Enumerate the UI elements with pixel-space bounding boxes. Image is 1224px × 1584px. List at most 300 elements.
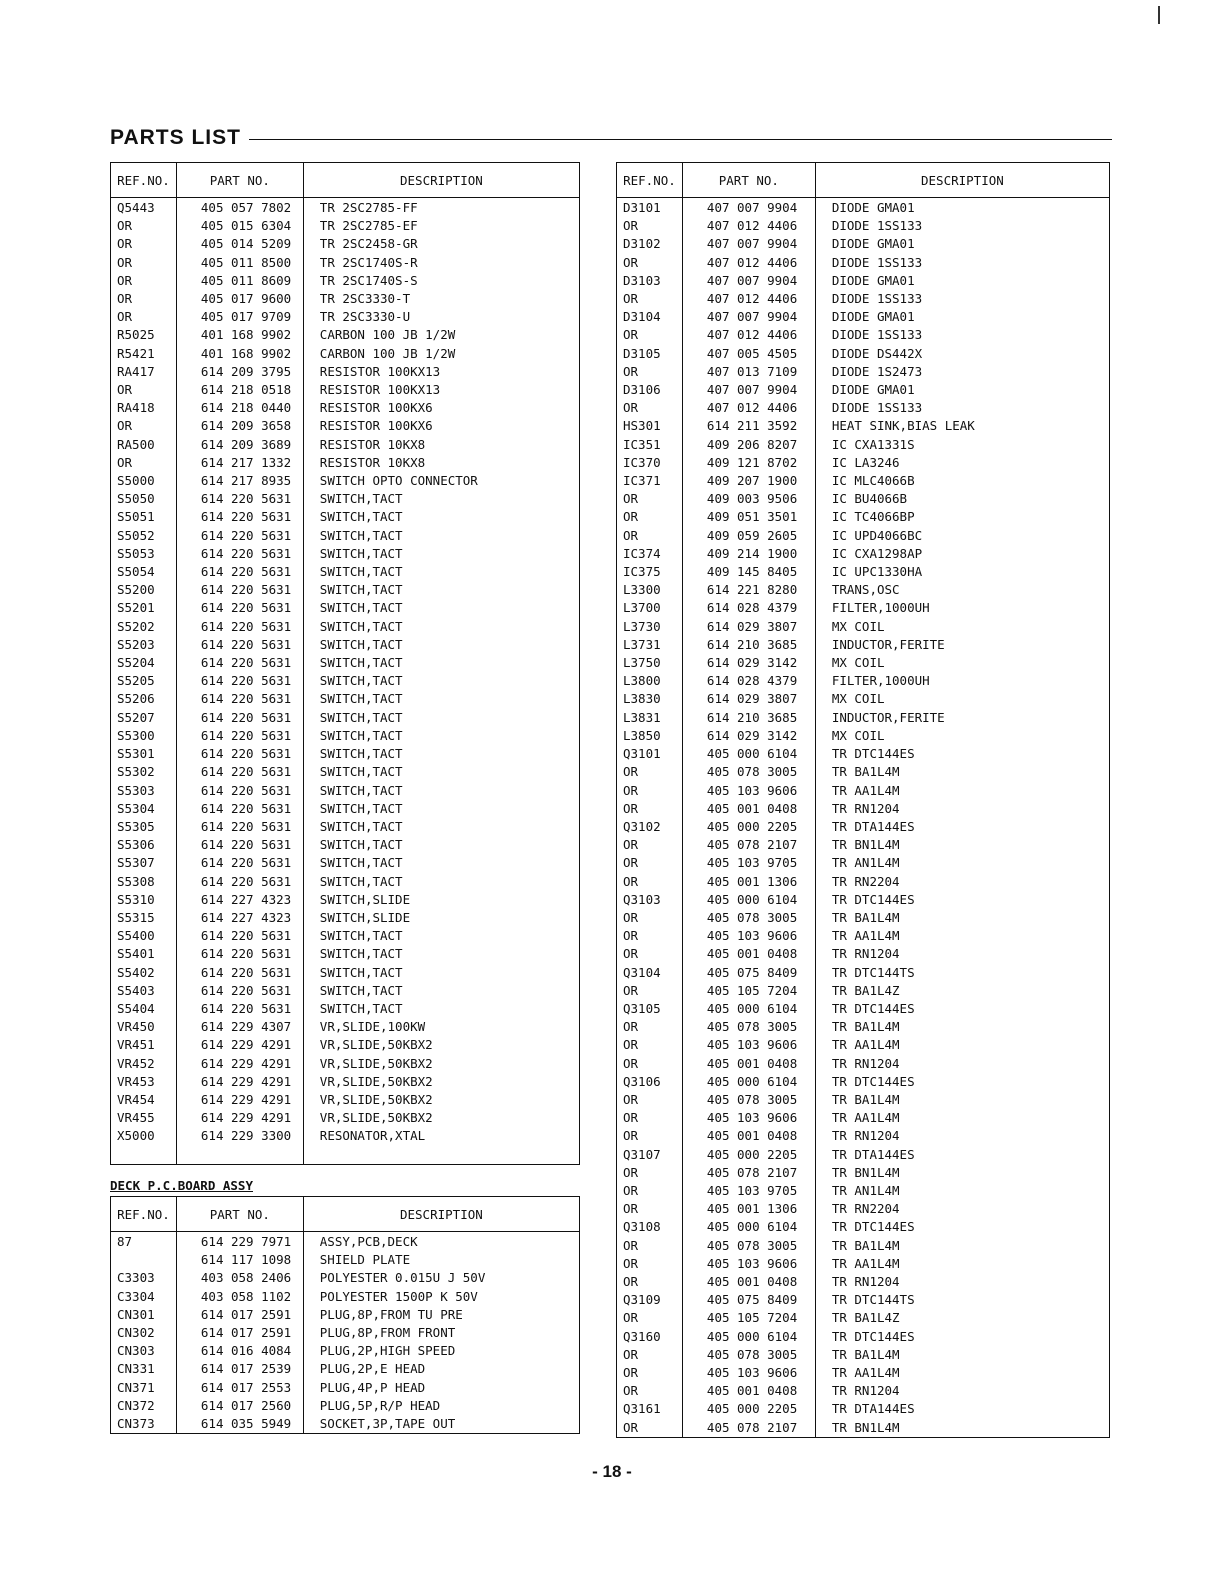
part-no-cell: 405 103 9606 xyxy=(682,1255,815,1273)
part-no-cell: 407 007 9904 xyxy=(682,381,815,399)
part-no-cell: 405 103 9606 xyxy=(682,1364,815,1382)
table-row xyxy=(111,417,580,435)
description-cell: SWITCH,TACT xyxy=(303,545,579,563)
header-part-no: PART NO. xyxy=(682,163,815,198)
part-no-cell: 405 011 8500 xyxy=(176,254,303,272)
ref-no-cell: S5402 xyxy=(111,964,177,982)
ref-no-cell: S5403 xyxy=(111,982,177,1000)
description-cell: DIODE 1SS133 xyxy=(815,217,1109,235)
ref-no-cell: CN301 xyxy=(111,1306,177,1324)
table-row xyxy=(111,217,580,235)
part-no-cell: 614 218 0518 xyxy=(176,381,303,399)
description-cell: DIODE DS442X xyxy=(815,345,1109,363)
table-row xyxy=(111,782,580,800)
table-spacer-row xyxy=(111,1146,580,1165)
part-no-cell: 407 012 4406 xyxy=(682,290,815,308)
table-row xyxy=(617,1328,1110,1346)
description-cell: SWITCH,TACT xyxy=(303,800,579,818)
table-row xyxy=(111,381,580,399)
ref-no-cell: OR xyxy=(617,490,683,508)
part-no-cell: 614 220 5631 xyxy=(176,690,303,708)
table-row xyxy=(617,1036,1110,1054)
ref-no-cell: OR xyxy=(111,290,177,308)
part-no-cell: 405 103 9606 xyxy=(682,1036,815,1054)
part-no-cell: 409 145 8405 xyxy=(682,563,815,581)
part-no-cell: 405 001 0408 xyxy=(682,1127,815,1145)
part-no-cell: 405 105 7204 xyxy=(682,982,815,1000)
description-cell: TR BA1L4M xyxy=(815,1346,1109,1364)
ref-no-cell: Q3105 xyxy=(617,1000,683,1018)
parts-table-deck-pcb-body xyxy=(111,1232,580,1434)
description-cell: TR AA1L4M xyxy=(815,782,1109,800)
description-cell: SWITCH,TACT xyxy=(303,636,579,654)
description-cell: TR BA1L4M xyxy=(815,763,1109,781)
part-no-cell: 614 210 3685 xyxy=(682,709,815,727)
description-cell: TR 2SC3330-U xyxy=(303,308,579,326)
description-cell: SWITCH OPTO CONNECTOR xyxy=(303,472,579,490)
ref-no-cell: S5310 xyxy=(111,891,177,909)
part-no-cell: 405 078 2107 xyxy=(682,1164,815,1182)
description-cell: RESISTOR 10KX8 xyxy=(303,436,579,454)
ref-no-cell: L3731 xyxy=(617,636,683,654)
table-row xyxy=(111,581,580,599)
part-no-cell: 405 078 3005 xyxy=(682,1346,815,1364)
table-row xyxy=(111,235,580,253)
part-no-cell: 405 000 2205 xyxy=(682,1146,815,1164)
table-row xyxy=(111,854,580,872)
ref-no-cell: C3304 xyxy=(111,1288,177,1306)
ref-no-cell: OR xyxy=(617,1182,683,1200)
part-no-cell: 401 168 9902 xyxy=(176,345,303,363)
ref-no-cell: IC351 xyxy=(617,436,683,454)
description-cell: TR BN1L4M xyxy=(815,836,1109,854)
table-row xyxy=(617,1073,1110,1091)
description-cell: VR,SLIDE,50KBX2 xyxy=(303,1036,579,1054)
ref-no-cell: OR xyxy=(617,254,683,272)
description-cell: TR BN1L4M xyxy=(815,1419,1109,1438)
ref-no-cell: L3800 xyxy=(617,672,683,690)
part-no-cell: 614 229 4307 xyxy=(176,1018,303,1036)
description-cell: TR DTA144ES xyxy=(815,818,1109,836)
description-cell: IC CXA1331S xyxy=(815,436,1109,454)
description-cell: INDUCTOR,FERITE xyxy=(815,636,1109,654)
table-row xyxy=(111,1415,580,1434)
table-row xyxy=(617,1146,1110,1164)
description-cell: TR BA1L4Z xyxy=(815,1309,1109,1327)
ref-no-cell: OR xyxy=(617,763,683,781)
description-cell: IC UPC1330HA xyxy=(815,563,1109,581)
ref-no-cell: S5303 xyxy=(111,782,177,800)
table-row xyxy=(617,1309,1110,1327)
description-cell: TRANS,OSC xyxy=(815,581,1109,599)
ref-no-cell: L3700 xyxy=(617,599,683,617)
part-no-cell: 614 229 4291 xyxy=(176,1036,303,1054)
part-no-cell: 614 220 5631 xyxy=(176,745,303,763)
description-cell: TR BA1L4M xyxy=(815,909,1109,927)
ref-no-cell: IC374 xyxy=(617,545,683,563)
part-no-cell: 405 000 6104 xyxy=(682,891,815,909)
table-row xyxy=(617,1127,1110,1145)
table-row xyxy=(111,709,580,727)
ref-no-cell: OR xyxy=(617,982,683,1000)
parts-table-main-body xyxy=(111,198,580,1165)
ref-no-cell: OR xyxy=(617,1164,683,1182)
ref-no-cell: Q5443 xyxy=(111,198,177,218)
table-row xyxy=(617,1200,1110,1218)
ref-no-cell: S5300 xyxy=(111,727,177,745)
part-no-cell: 614 220 5631 xyxy=(176,782,303,800)
table-row xyxy=(617,198,1110,218)
ref-no-cell: S5053 xyxy=(111,545,177,563)
part-no-cell: 614 220 5631 xyxy=(176,964,303,982)
table-row xyxy=(111,654,580,672)
part-no-cell: 614 017 2591 xyxy=(176,1324,303,1342)
ref-no-cell: S5203 xyxy=(111,636,177,654)
part-no-cell: 405 078 3005 xyxy=(682,1237,815,1255)
table-row xyxy=(111,1342,580,1360)
description-cell: TR 2SC2785-EF xyxy=(303,217,579,235)
description-cell: FILTER,1000UH xyxy=(815,672,1109,690)
part-no-cell: 405 103 9606 xyxy=(682,927,815,945)
table-row xyxy=(111,763,580,781)
ref-no-cell: D3101 xyxy=(617,198,683,218)
description-cell: MX COIL xyxy=(815,618,1109,636)
ref-no-cell: OR xyxy=(617,1382,683,1400)
table-row xyxy=(617,672,1110,690)
ref-no-cell: Q3103 xyxy=(617,891,683,909)
description-cell: TR RN1204 xyxy=(815,800,1109,818)
table-row xyxy=(111,308,580,326)
ref-no-cell: S5315 xyxy=(111,909,177,927)
parts-table-right-body xyxy=(617,198,1110,1438)
ref-no-cell: VR454 xyxy=(111,1091,177,1109)
ref-no-cell: S5201 xyxy=(111,599,177,617)
description-cell: TR DTA144ES xyxy=(815,1146,1109,1164)
description-cell: SWITCH,TACT xyxy=(303,690,579,708)
table-row xyxy=(617,745,1110,763)
table-row xyxy=(617,1400,1110,1418)
description-cell: DIODE 1SS133 xyxy=(815,290,1109,308)
part-no-cell: 614 220 5631 xyxy=(176,818,303,836)
part-no-cell: 405 078 3005 xyxy=(682,909,815,927)
ref-no-cell: HS301 xyxy=(617,417,683,435)
table-row xyxy=(111,399,580,417)
part-no-cell: 614 217 1332 xyxy=(176,454,303,472)
ref-no-cell: OR xyxy=(111,381,177,399)
part-no-cell: 405 078 2107 xyxy=(682,1419,815,1438)
part-no-cell: 614 209 3795 xyxy=(176,363,303,381)
part-no-cell: 405 011 8609 xyxy=(176,272,303,290)
table-row xyxy=(111,1036,580,1054)
ref-no-cell: S5305 xyxy=(111,818,177,836)
part-no-cell: 405 017 9709 xyxy=(176,308,303,326)
ref-no-cell: IC371 xyxy=(617,472,683,490)
description-cell: SWITCH,TACT xyxy=(303,818,579,836)
ref-no-cell: OR xyxy=(617,927,683,945)
table-row xyxy=(111,1091,580,1109)
ref-no-cell: VR455 xyxy=(111,1109,177,1127)
part-no-cell: 614 220 5631 xyxy=(176,636,303,654)
description-cell: SWITCH,TACT xyxy=(303,1000,579,1018)
description-cell: TR DTC144ES xyxy=(815,1073,1109,1091)
part-no-cell: 405 000 2205 xyxy=(682,818,815,836)
part-no-cell: 614 016 4084 xyxy=(176,1342,303,1360)
table-row xyxy=(617,818,1110,836)
part-no-cell: 405 075 8409 xyxy=(682,1291,815,1309)
table-row xyxy=(617,854,1110,872)
ref-no-cell: OR xyxy=(617,1364,683,1382)
ref-no-cell: S5401 xyxy=(111,945,177,963)
ref-no-cell: OR xyxy=(617,1091,683,1109)
ref-no-cell: OR xyxy=(617,1273,683,1291)
part-no-cell: 405 000 6104 xyxy=(682,1218,815,1236)
table-row xyxy=(111,1109,580,1127)
ref-no-cell: S5052 xyxy=(111,527,177,545)
description-cell: CARBON 100 JB 1/2W xyxy=(303,326,579,344)
part-no-cell: 614 229 4291 xyxy=(176,1109,303,1127)
table-row xyxy=(617,1364,1110,1382)
description-cell: VR,SLIDE,50KBX2 xyxy=(303,1073,579,1091)
part-no-cell: 614 220 5631 xyxy=(176,727,303,745)
ref-no-cell: IC375 xyxy=(617,563,683,581)
ref-no-cell: OR xyxy=(111,217,177,235)
spacer-cell xyxy=(303,1146,579,1165)
page-title: PARTS LIST xyxy=(110,126,241,149)
part-no-cell: 614 220 5631 xyxy=(176,599,303,617)
description-cell: TR RN1204 xyxy=(815,1055,1109,1073)
table-row xyxy=(111,1055,580,1073)
ref-no-cell: OR xyxy=(617,1055,683,1073)
ref-no-cell: OR xyxy=(111,308,177,326)
ref-no-cell: OR xyxy=(617,1237,683,1255)
table-row xyxy=(617,1273,1110,1291)
part-no-cell: 407 007 9904 xyxy=(682,272,815,290)
part-no-cell: 614 220 5631 xyxy=(176,508,303,526)
table-row xyxy=(617,436,1110,454)
ref-no-cell: R5025 xyxy=(111,326,177,344)
ref-no-cell: CN371 xyxy=(111,1379,177,1397)
ref-no-cell: L3831 xyxy=(617,709,683,727)
part-no-cell: 405 014 5209 xyxy=(176,235,303,253)
part-no-cell: 405 078 2107 xyxy=(682,836,815,854)
ref-no-cell: S5205 xyxy=(111,672,177,690)
table-row xyxy=(617,399,1110,417)
ref-no-cell: L3750 xyxy=(617,654,683,672)
ref-no-cell: L3300 xyxy=(617,581,683,599)
parts-table-right xyxy=(616,162,1110,1438)
part-no-cell: 614 209 3689 xyxy=(176,436,303,454)
ref-no-cell: S5304 xyxy=(111,800,177,818)
table-row xyxy=(617,254,1110,272)
table-row xyxy=(617,636,1110,654)
ref-no-cell: OR xyxy=(111,235,177,253)
description-cell: TR AA1L4M xyxy=(815,1036,1109,1054)
ref-no-cell: Q3109 xyxy=(617,1291,683,1309)
header-part-no: PART NO. xyxy=(176,163,303,198)
table-row xyxy=(111,1127,580,1145)
table-row xyxy=(617,690,1110,708)
ref-no-cell: CN302 xyxy=(111,1324,177,1342)
table-row xyxy=(111,508,580,526)
table-row xyxy=(617,1091,1110,1109)
table-row xyxy=(111,690,580,708)
description-cell: IC LA3246 xyxy=(815,454,1109,472)
table-row xyxy=(617,417,1110,435)
description-cell: SWITCH,TACT xyxy=(303,854,579,872)
ref-no-cell: OR xyxy=(617,800,683,818)
ref-no-cell: OR xyxy=(617,290,683,308)
table-row xyxy=(617,490,1110,508)
table-row xyxy=(111,945,580,963)
table-row xyxy=(111,745,580,763)
part-no-cell: 614 220 5631 xyxy=(176,763,303,781)
ref-no-cell: X5000 xyxy=(111,1127,177,1145)
description-cell: TR RN1204 xyxy=(815,1382,1109,1400)
part-no-cell: 405 078 3005 xyxy=(682,1018,815,1036)
part-no-cell: 405 105 7204 xyxy=(682,1309,815,1327)
part-no-cell: 405 000 2205 xyxy=(682,1400,815,1418)
table-row xyxy=(617,1164,1110,1182)
description-cell: TR RN1204 xyxy=(815,945,1109,963)
description-cell: DIODE GMA01 xyxy=(815,381,1109,399)
description-cell: SWITCH,TACT xyxy=(303,581,579,599)
table-row xyxy=(111,490,580,508)
description-cell: DIODE GMA01 xyxy=(815,308,1109,326)
ref-no-cell: OR xyxy=(617,363,683,381)
description-cell: TR BA1L4Z xyxy=(815,982,1109,1000)
part-no-cell: 405 001 0408 xyxy=(682,800,815,818)
header-description: DESCRIPTION xyxy=(303,1197,579,1232)
ref-no-cell: S5206 xyxy=(111,690,177,708)
ref-no-cell: S5404 xyxy=(111,1000,177,1018)
description-cell: TR 2SC2785-FF xyxy=(303,198,579,218)
ref-no-cell: RA418 xyxy=(111,399,177,417)
table-header-row xyxy=(111,163,580,198)
table-row xyxy=(111,891,580,909)
description-cell: DIODE 1S2473 xyxy=(815,363,1109,381)
description-cell: PLUG,4P,P HEAD xyxy=(303,1379,579,1397)
table-row xyxy=(617,1382,1110,1400)
table-row xyxy=(617,654,1110,672)
table-row xyxy=(111,836,580,854)
table-row xyxy=(617,873,1110,891)
part-no-cell: 614 227 4323 xyxy=(176,909,303,927)
table-row xyxy=(617,508,1110,526)
description-cell: RESISTOR 10KX8 xyxy=(303,454,579,472)
ref-no-cell: C3303 xyxy=(111,1269,177,1287)
ref-no-cell: OR xyxy=(617,1127,683,1145)
part-no-cell: 614 017 2539 xyxy=(176,1360,303,1378)
part-no-cell: 407 005 4505 xyxy=(682,345,815,363)
ref-no-cell: S5302 xyxy=(111,763,177,781)
part-no-cell: 614 220 5631 xyxy=(176,545,303,563)
table-row xyxy=(617,1218,1110,1236)
description-cell: SWITCH,TACT xyxy=(303,672,579,690)
part-no-cell: 614 229 7971 xyxy=(176,1232,303,1252)
ref-no-cell: D3102 xyxy=(617,235,683,253)
ref-no-cell: R5421 xyxy=(111,345,177,363)
table-row xyxy=(617,1018,1110,1036)
description-cell: TR RN1204 xyxy=(815,1273,1109,1291)
part-no-cell: 614 017 2560 xyxy=(176,1397,303,1415)
part-no-cell: 614 217 8935 xyxy=(176,472,303,490)
table-row xyxy=(111,254,580,272)
table-row xyxy=(111,927,580,945)
table-row xyxy=(617,1182,1110,1200)
header-ref-no: REF.NO. xyxy=(111,1197,177,1232)
table-row xyxy=(617,381,1110,399)
description-cell: DIODE GMA01 xyxy=(815,235,1109,253)
part-no-cell: 614 229 4291 xyxy=(176,1073,303,1091)
description-cell: SWITCH,TACT xyxy=(303,745,579,763)
part-no-cell: 614 017 2591 xyxy=(176,1306,303,1324)
ref-no-cell: S5306 xyxy=(111,836,177,854)
ref-no-cell: S5400 xyxy=(111,927,177,945)
part-no-cell: 409 003 9506 xyxy=(682,490,815,508)
table-row xyxy=(617,308,1110,326)
part-no-cell: 614 220 5631 xyxy=(176,945,303,963)
parts-table-deck-pcb xyxy=(110,1196,580,1434)
part-no-cell: 614 220 5631 xyxy=(176,527,303,545)
part-no-cell: 407 007 9904 xyxy=(682,198,815,218)
ref-no-cell: S5000 xyxy=(111,472,177,490)
description-cell: TR AA1L4M xyxy=(815,1364,1109,1382)
description-cell: RESISTOR 100KX6 xyxy=(303,399,579,417)
part-no-cell: 407 013 7109 xyxy=(682,363,815,381)
header-ref-no: REF.NO. xyxy=(111,163,177,198)
part-no-cell: 614 220 5631 xyxy=(176,490,303,508)
table-row xyxy=(617,727,1110,745)
part-no-cell: 614 220 5631 xyxy=(176,581,303,599)
ref-no-cell: OR xyxy=(111,417,177,435)
part-no-cell: 405 057 7802 xyxy=(176,198,303,218)
table-row xyxy=(111,527,580,545)
ref-no-cell: OR xyxy=(617,1109,683,1127)
part-no-cell: 614 229 4291 xyxy=(176,1091,303,1109)
description-cell: SWITCH,TACT xyxy=(303,964,579,982)
description-cell: TR AA1L4M xyxy=(815,927,1109,945)
description-cell: IC BU4066B xyxy=(815,490,1109,508)
table-row xyxy=(617,836,1110,854)
table-row xyxy=(111,618,580,636)
table-row xyxy=(111,345,580,363)
table-row xyxy=(111,1251,580,1269)
description-cell: DIODE 1SS133 xyxy=(815,399,1109,417)
part-no-cell: 405 001 0408 xyxy=(682,1055,815,1073)
description-cell: SWITCH,TACT xyxy=(303,563,579,581)
part-no-cell: 405 000 6104 xyxy=(682,745,815,763)
part-no-cell: 405 075 8409 xyxy=(682,964,815,982)
table-row xyxy=(617,581,1110,599)
ref-no-cell: OR xyxy=(111,454,177,472)
description-cell: FILTER,1000UH xyxy=(815,599,1109,617)
part-no-cell: 614 029 3807 xyxy=(682,690,815,708)
ref-no-cell: D3106 xyxy=(617,381,683,399)
description-cell: DIODE GMA01 xyxy=(815,198,1109,218)
ref-no-cell: CN331 xyxy=(111,1360,177,1378)
description-cell: TR 2SC1740S-R xyxy=(303,254,579,272)
table-row xyxy=(111,1000,580,1018)
ref-no-cell: OR xyxy=(617,1200,683,1218)
description-cell: TR BN1L4M xyxy=(815,1164,1109,1182)
description-cell: SHIELD PLATE xyxy=(303,1251,579,1269)
table-row xyxy=(617,1291,1110,1309)
part-no-cell: 405 001 0408 xyxy=(682,1382,815,1400)
table-row xyxy=(111,1397,580,1415)
ref-no-cell: OR xyxy=(617,909,683,927)
part-no-cell: 405 001 1306 xyxy=(682,873,815,891)
description-cell: TR AN1L4M xyxy=(815,1182,1109,1200)
